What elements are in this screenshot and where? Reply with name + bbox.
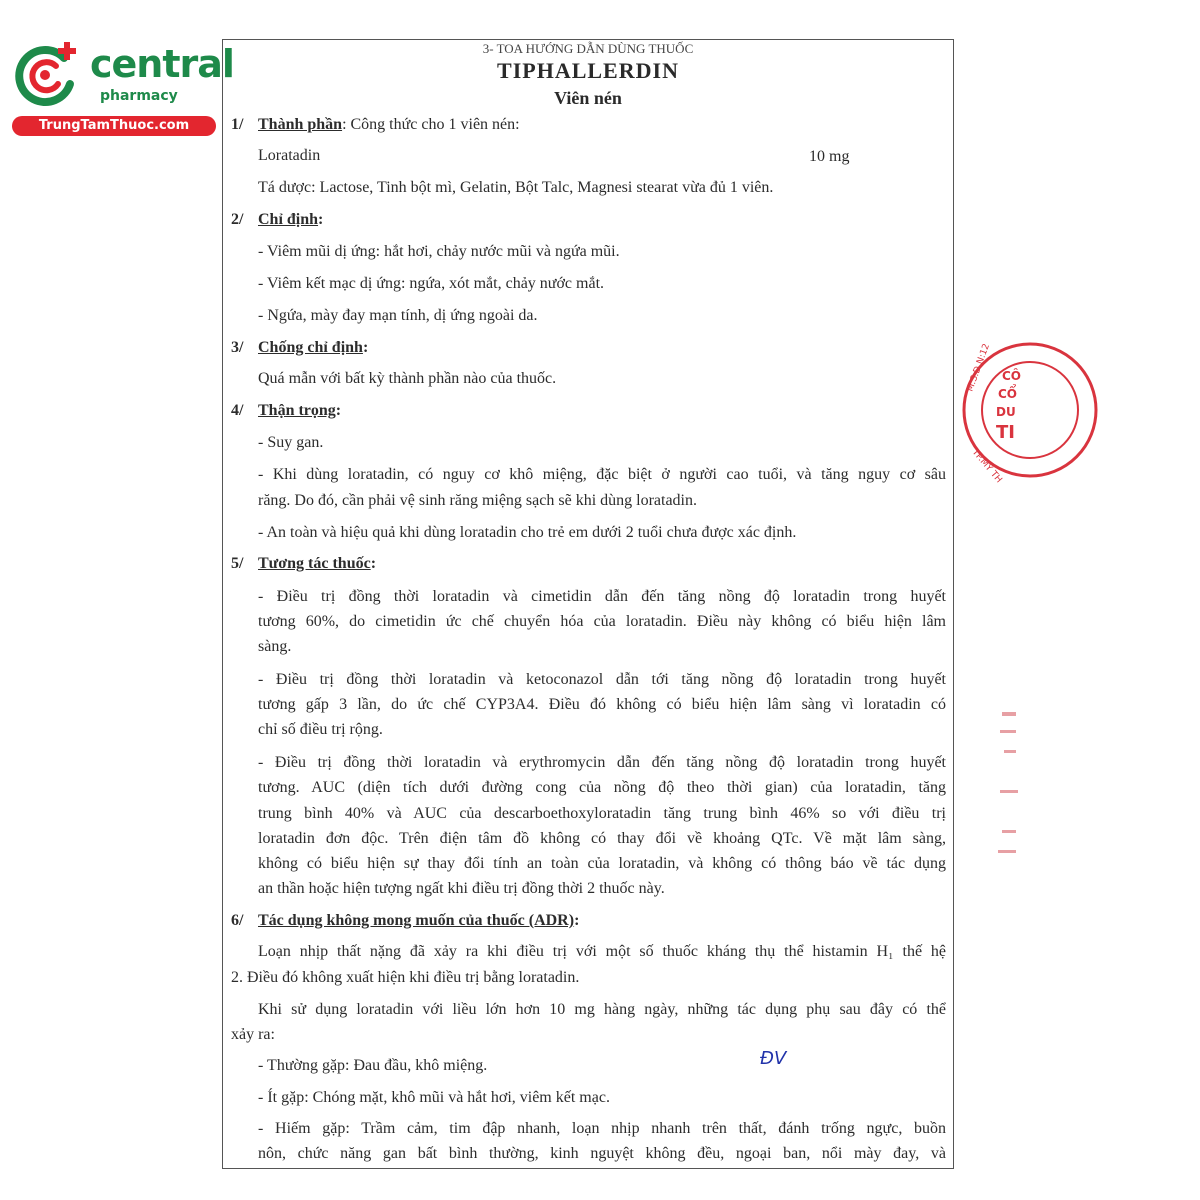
svg-text:DU: DU [996,405,1016,419]
interaction-text: - Điều trị đồng thời loratadin và erythromycin dẫn đến tăng nồng độ loratadin trong huyết [258,754,946,771]
svg-text:TP.MỸ TH: TP.MỸ TH [969,447,1004,486]
section-1-heading: 1/ Thành phần: Công thức cho 1 viên nén: [231,116,520,133]
adr-item: - Hiếm gặp: Trầm cảm, tim đập nhanh, loạn nhịp nhanh trên thất, đánh trống ngực, buồn [258,1120,946,1137]
section-3-heading: 3/ Chống chỉ định: [231,339,369,356]
interaction-text: sàng. [258,638,292,655]
brand-sub: pharmacy [100,88,178,104]
dosage-form: Viên nén [554,88,622,108]
stamp-seal-icon [958,330,1088,490]
excipients: Tá dược: Lactose, Tinh bột mì, Gelatin, Bột Talc, Magnesi stearat vừa đủ 1 viên. [258,179,774,196]
central-pharmacy-logo [8,36,234,136]
adr-text: Loạn nhịp thất nặng đã xảy ra khi điều trị với một số thuốc kháng thụ thể histamin H₁ thế hệ [258,943,946,960]
interaction-text: tương. AUC (diện tích dưới đường cong của nồng độ theo thời gian) của loratadin, tăng [258,779,946,796]
indication-item: - Viêm mũi dị ứng: hắt hơi, chảy nước mũi và ngứa mũi. [258,243,620,260]
interaction-text: - Điều trị đồng thời loratadin và cimetidin dẫn đến tăng nồng độ loratadin trong huyết [258,588,946,605]
interaction-text: an thần hoặc hiện tượng ngất khi điều trị đồng thời 2 thuốc này. [258,880,665,897]
indication-item: - Viêm kết mạc dị ứng: ngứa, xót mắt, chảy nước mắt. [258,275,605,292]
adr-item: - Ít gặp: Chóng mặt, khô mũi và hắt hơi, viêm kết mạc. [258,1089,610,1106]
svg-text:TI: TI [996,422,1015,443]
interaction-text: không có biểu hiện sự thay đổi tính an toàn của loratadin, và không có thông báo về tác dụng [258,855,946,872]
contraindication-text: Quá mẫn với bất kỳ thành phần nào của thuốc. [258,370,557,387]
interaction-text: loratadin đơn độc. Trên điện tâm đồ không có thay đổi về khoảng QTc. Về mặt lâm sàng, [258,830,946,847]
section-6-heading: 6/ Tác dụng không mong muốn của thuốc (ADR): [231,912,580,929]
product-name: TIPHALLERDIN [497,58,679,83]
stamp-fragment [990,710,1020,860]
ingredient-dose: 10 mg [809,148,850,165]
leaflet-section-heading: 3- TOA HƯỚNG DẪN DÙNG THUỐC [482,41,694,56]
initials-signature: ĐV [760,1048,787,1069]
interaction-text: - Điều trị đồng thời loratadin và ketoconazol dẫn tới tăng nồng độ loratadin trong huyết [258,671,946,688]
interaction-text: chỉ số điều trị rộng. [258,721,383,738]
svg-text:CỔ: CỔ [998,387,1018,401]
leaflet-document [222,39,954,1169]
brand-url: TrungTamThuoc.com [12,116,216,136]
indication-item: - Ngứa, mày đay mạn tính, dị ứng ngoài da. [258,307,538,324]
adr-item: nôn, chức năng gan bất bình thường, kinh nguyệt không đều, ngoại ban, nổi mày đay, và [258,1145,946,1162]
adr-text: Khi sử dụng loratadin với liều lớn hơn 10 mg hàng ngày, những tác dụng phụ sau đây có thể [258,1001,946,1018]
adr-text: 2. Điều đó không xuất hiện khi điều trị bằng loratadin. [231,969,580,986]
ingredient-name: Loratadin [258,147,321,164]
section-4-heading: 4/ Thận trọng: [231,402,342,419]
precaution-item-cont: răng. Do đó, cần phải vệ sinh răng miệng sạch sẽ khi dùng loratadin. [258,492,697,509]
precaution-item: - Suy gan. [258,434,324,451]
interaction-text: tương gấp 3 lần, do ức chế CYP3A4. Điều đó không có biểu hiện lâm sàng vì loratadin có [258,696,946,713]
interaction-text: tương 60%, do cimetidin ức chế chuyển hóa của loratadin. Điều này không có biểu hiện lâm [258,613,946,630]
svg-text:CÔ: CÔ [1002,369,1022,383]
adr-item: - Thường gặp: Đau đầu, khô miệng. [258,1057,488,1074]
central-logo-icon [12,40,82,110]
company-stamp [958,330,1022,490]
precaution-item: - Khi dùng loratadin, có nguy cơ khô miệng, đặc biệt ở người cao tuổi, và tăng nguy cơ sâu [258,466,946,483]
section-5-heading: 5/ Tương tác thuốc: [231,555,377,572]
interaction-text: trung bình 40% và AUC của descarboethoxyloratadin tăng trung bình 46% so với điều trị [258,805,946,822]
precaution-item: - An toàn và hiệu quả khi dùng loratadin cho trẻ em dưới 2 tuổi chưa được xác định. [258,524,797,541]
brand-name: central [90,42,234,86]
adr-text: xảy ra: [231,1026,275,1043]
svg-text:M.S.D.N:12: M.S.D.N:12 [965,342,992,394]
section-2-heading: 2/ Chỉ định: [231,211,324,228]
